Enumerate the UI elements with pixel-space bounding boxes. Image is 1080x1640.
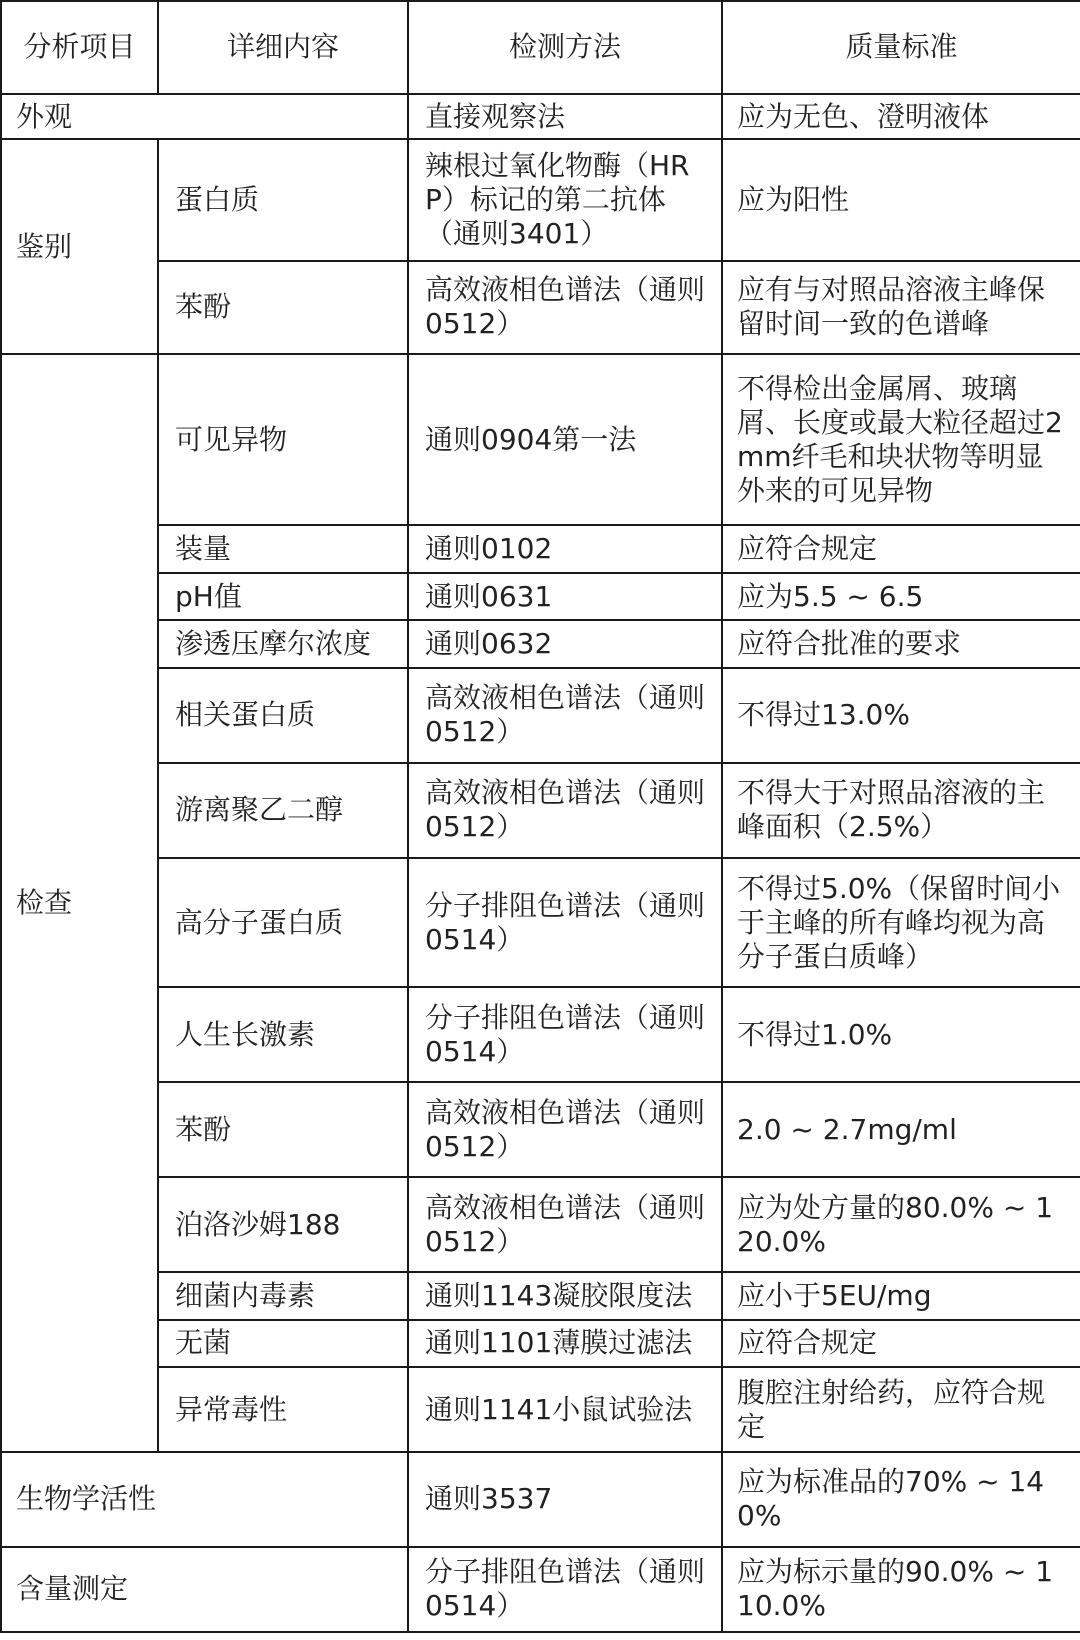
inspection-detail: 异常毒性 [158,1367,408,1452]
inspection-standard: 不得大于对照品溶液的主峰面积（2.5%） [722,763,1080,858]
inspection-method: 通则1101薄膜过滤法 [408,1320,722,1367]
inspection-detail: pH值 [158,573,408,620]
inspection-standard: 应为5.5 ~ 6.5 [722,573,1080,620]
inspection-method: 分子排阻色谱法（通则0514） [408,858,722,987]
inspection-method: 高效液相色谱法（通则0512） [408,1082,722,1177]
appearance-item: 外观 [1,94,408,139]
inspection-standard: 应小于5EU/mg [722,1272,1080,1319]
bioactivity-method: 通则3537 [408,1452,722,1547]
appearance-standard: 应为无色、澄明液体 [722,94,1080,139]
inspection-detail: 渗透压摩尔浓度 [158,620,408,667]
inspection-row [1,354,1080,526]
inspection-row [1,525,1080,572]
inspection-standard: 2.0 ~ 2.7mg/ml [722,1082,1080,1177]
identification-method: 辣根过氧化物酶（HRP）标记的第二抗体（通则3401） [408,139,722,260]
identification-detail: 蛋白质 [158,139,408,260]
inspection-method: 通则0904第一法 [408,354,722,526]
inspection-standard: 应为处方量的80.0% ~ 120.0% [722,1177,1080,1272]
inspection-standard: 不得过13.0% [722,668,1080,763]
inspection-detail: 装量 [158,525,408,572]
identification-row [1,139,1080,260]
inspection-row [1,1272,1080,1319]
appearance-method: 直接观察法 [408,94,722,139]
inspection-row [1,573,1080,620]
inspection-row [1,1367,1080,1452]
inspection-row [1,987,1080,1082]
header-detail: 详细内容 [158,1,408,94]
inspection-method: 通则0631 [408,573,722,620]
inspection-method: 通则0102 [408,525,722,572]
identification-row [1,261,1080,354]
assay-row [1,1547,1080,1632]
assay-item: 含量测定 [1,1547,408,1632]
inspection-detail: 人生长激素 [158,987,408,1082]
inspection-row [1,1177,1080,1272]
header-method: 检测方法 [408,1,722,94]
inspection-row [1,763,1080,858]
appearance-row [1,94,1080,139]
inspection-method: 通则1141小鼠试验法 [408,1367,722,1452]
assay-method: 分子排阻色谱法（通则0514） [408,1547,722,1632]
inspection-row [1,620,1080,667]
inspection-method: 高效液相色谱法（通则0512） [408,668,722,763]
inspection-detail: 相关蛋白质 [158,668,408,763]
inspection-row [1,858,1080,987]
identification-detail: 苯酚 [158,261,408,354]
inspection-detail: 无菌 [158,1320,408,1367]
inspection-detail: 泊洛沙姆188 [158,1177,408,1272]
inspection-standard: 应符合规定 [722,525,1080,572]
identification-standard: 应为阳性 [722,139,1080,260]
inspection-standard: 腹腔注射给药，应符合规定 [722,1367,1080,1452]
bioactivity-row [1,1452,1080,1547]
inspection-method: 高效液相色谱法（通则0512） [408,1177,722,1272]
assay-standard: 应为标示量的90.0% ~ 110.0% [722,1547,1080,1632]
inspection-row [1,1082,1080,1177]
inspection-standard: 不得过5.0%（保留时间小于主峰的所有峰均视为高分子蛋白质峰） [722,858,1080,987]
inspection-method: 通则1143凝胶限度法 [408,1272,722,1319]
inspection-detail: 高分子蛋白质 [158,858,408,987]
inspection-item: 检查 [1,354,158,1452]
inspection-detail: 苯酚 [158,1082,408,1177]
inspection-detail: 游离聚乙二醇 [158,763,408,858]
inspection-row [1,668,1080,763]
header-row [1,1,1080,94]
inspection-standard: 应符合规定 [722,1320,1080,1367]
inspection-detail: 细菌内毒素 [158,1272,408,1319]
inspection-standard: 不得过1.0% [722,987,1080,1082]
header-standard: 质量标准 [722,1,1080,94]
inspection-method: 通则0632 [408,620,722,667]
identification-standard: 应有与对照品溶液主峰保留时间一致的色谱峰 [722,261,1080,354]
inspection-row [1,1320,1080,1367]
bioactivity-standard: 应为标准品的70% ~ 140% [722,1452,1080,1547]
inspection-standard: 应符合批准的要求 [722,620,1080,667]
inspection-method: 分子排阻色谱法（通则0514） [408,987,722,1082]
identification-method: 高效液相色谱法（通则0512） [408,261,722,354]
inspection-method: 高效液相色谱法（通则0512） [408,763,722,858]
header-analysis-item: 分析项目 [1,1,158,94]
inspection-detail: 可见异物 [158,354,408,526]
bioactivity-item: 生物学活性 [1,1452,408,1547]
identification-item: 鉴别 [1,139,158,353]
inspection-standard: 不得检出金属屑、玻璃屑、长度或最大粒径超过2mm纤毛和块状物等明显外来的可见异物 [722,354,1080,526]
